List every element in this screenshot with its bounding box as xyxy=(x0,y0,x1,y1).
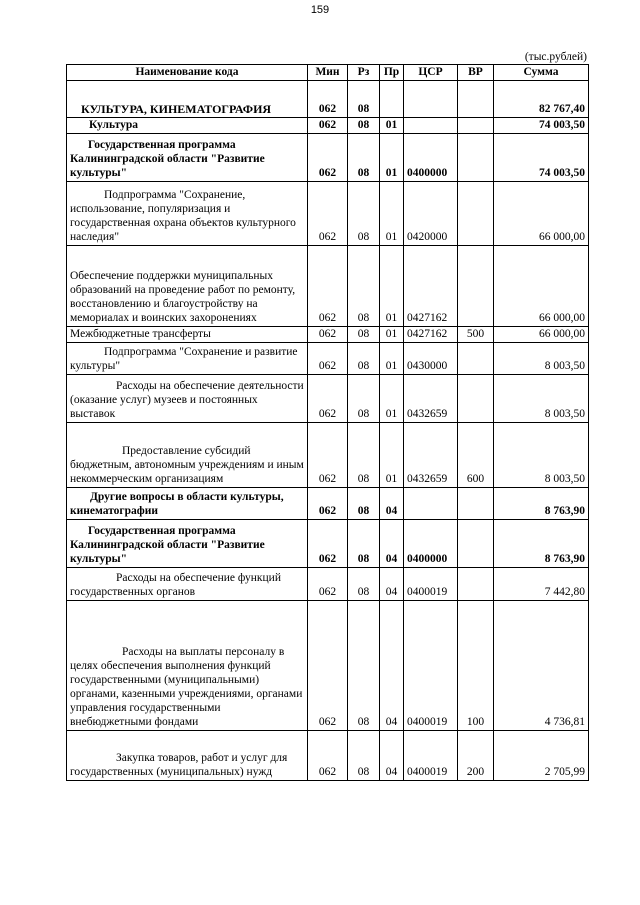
row-name: Государственная программа Калининградской области "Развитие культуры" xyxy=(67,134,308,182)
row-csr: 0400019 xyxy=(404,601,458,731)
row-rz: 08 xyxy=(348,343,380,375)
row-vr xyxy=(458,81,494,118)
table-row xyxy=(67,568,589,601)
row-sum: 66 000,00 xyxy=(494,246,589,327)
row-rz: 08 xyxy=(348,601,380,731)
row-min: 062 xyxy=(308,343,348,375)
table-row xyxy=(67,488,589,520)
row-name: Государственная программа Калининградской области "Развитие культуры" xyxy=(67,520,308,568)
row-name: КУЛЬТУРА, КИНЕМАТОГРАФИЯ xyxy=(67,81,308,118)
row-csr xyxy=(404,81,458,118)
header-vr: ВР xyxy=(458,65,494,81)
row-name: Обеспечение поддержки муниципальных образований на проведение работ по ремонту, восстановлению и благоустройству на мемориалах и воинских захоронениях xyxy=(67,246,308,327)
row-name: Подпрограмма "Сохранение, использование, популяризация и государственная охрана объектов культурного наследия" xyxy=(67,182,308,246)
row-sum: 8 003,50 xyxy=(494,423,589,488)
row-rz: 08 xyxy=(348,134,380,182)
row-rz: 08 xyxy=(348,568,380,601)
row-min: 062 xyxy=(308,246,348,327)
table-row xyxy=(67,375,589,423)
row-min: 062 xyxy=(308,568,348,601)
row-name: Закупка товаров, работ и услуг для государственных (муниципальных) нужд xyxy=(67,731,308,781)
row-vr xyxy=(458,118,494,134)
row-rz: 08 xyxy=(348,423,380,488)
row-sum: 8 763,90 xyxy=(494,488,589,520)
row-sum: 74 003,50 xyxy=(494,134,589,182)
row-pr: 01 xyxy=(380,182,404,246)
row-sum: 4 736,81 xyxy=(494,601,589,731)
row-pr: 04 xyxy=(380,601,404,731)
row-vr xyxy=(458,134,494,182)
table-row xyxy=(67,81,589,118)
table-header-row xyxy=(67,65,589,81)
row-csr: 0420000 xyxy=(404,182,458,246)
row-pr: 01 xyxy=(380,375,404,423)
units-label: (тыс.рублей) xyxy=(524,51,587,63)
row-vr xyxy=(458,246,494,327)
row-sum: 7 442,80 xyxy=(494,568,589,601)
header-min: Мин xyxy=(308,65,348,81)
row-csr xyxy=(404,118,458,134)
row-min: 062 xyxy=(308,134,348,182)
row-pr: 01 xyxy=(380,327,404,343)
row-name: Расходы на обеспечение функций государственных органов xyxy=(67,568,308,601)
row-rz: 08 xyxy=(348,182,380,246)
row-name: Подпрограмма "Сохранение и развитие культуры" xyxy=(67,343,308,375)
row-rz: 08 xyxy=(348,375,380,423)
row-min: 062 xyxy=(308,731,348,781)
row-sum: 2 705,99 xyxy=(494,731,589,781)
row-name: Расходы на обеспечение деятельности (оказание услуг) музеев и постоянных выставок xyxy=(67,375,308,423)
row-min: 062 xyxy=(308,118,348,134)
row-vr xyxy=(458,375,494,423)
row-sum: 66 000,00 xyxy=(494,182,589,246)
page-number: 159 xyxy=(310,4,330,16)
table-row xyxy=(67,601,589,731)
table-row xyxy=(67,134,589,182)
row-name: Расходы на выплаты персоналу в целях обеспечения выполнения функций государственными (муниципальными) органами, казенными учреждениями, органами управления государственными внебюджетными фондами xyxy=(67,601,308,731)
header-sum: Сумма xyxy=(494,65,589,81)
row-name: Другие вопросы в области культуры, кинематографии xyxy=(67,488,308,520)
row-csr: 0427162 xyxy=(404,327,458,343)
row-pr: 01 xyxy=(380,118,404,134)
row-min: 062 xyxy=(308,601,348,731)
row-pr: 04 xyxy=(380,520,404,568)
table-row xyxy=(67,731,589,781)
row-rz: 08 xyxy=(348,327,380,343)
row-min: 062 xyxy=(308,81,348,118)
row-rz: 08 xyxy=(348,520,380,568)
row-pr: 01 xyxy=(380,343,404,375)
row-rz: 08 xyxy=(348,731,380,781)
row-vr xyxy=(458,568,494,601)
row-pr: 04 xyxy=(380,488,404,520)
row-sum: 74 003,50 xyxy=(494,118,589,134)
row-csr: 0400000 xyxy=(404,520,458,568)
row-min: 062 xyxy=(308,520,348,568)
row-csr: 0400000 xyxy=(404,134,458,182)
row-min: 062 xyxy=(308,182,348,246)
row-vr: 100 xyxy=(458,601,494,731)
row-min: 062 xyxy=(308,327,348,343)
row-vr: 600 xyxy=(458,423,494,488)
row-name: Межбюджетные трансферты xyxy=(67,327,308,343)
row-pr: 01 xyxy=(380,246,404,327)
row-sum: 8 003,50 xyxy=(494,343,589,375)
row-vr xyxy=(458,343,494,375)
table-row xyxy=(67,343,589,375)
row-min: 062 xyxy=(308,423,348,488)
row-vr xyxy=(458,520,494,568)
table-row xyxy=(67,118,589,134)
row-csr: 0400019 xyxy=(404,568,458,601)
table-row xyxy=(67,520,589,568)
row-pr: 01 xyxy=(380,423,404,488)
header-rz: Рз xyxy=(348,65,380,81)
row-csr: 0432659 xyxy=(404,375,458,423)
row-sum: 66 000,00 xyxy=(494,327,589,343)
row-vr: 500 xyxy=(458,327,494,343)
row-csr: 0430000 xyxy=(404,343,458,375)
budget-table xyxy=(66,64,589,781)
row-vr: 200 xyxy=(458,731,494,781)
row-csr: 0400019 xyxy=(404,731,458,781)
table-row xyxy=(67,423,589,488)
table-row xyxy=(67,327,589,343)
row-rz: 08 xyxy=(348,246,380,327)
row-vr xyxy=(458,488,494,520)
header-csr: ЦСР xyxy=(404,65,458,81)
row-name: Предоставление субсидий бюджетным, автономным учреждениям и иным некоммерческим организациям xyxy=(67,423,308,488)
row-sum: 8 003,50 xyxy=(494,375,589,423)
row-csr: 0432659 xyxy=(404,423,458,488)
row-csr xyxy=(404,488,458,520)
row-name: Культура xyxy=(67,118,308,134)
row-pr: 01 xyxy=(380,134,404,182)
row-rz: 08 xyxy=(348,81,380,118)
row-rz: 08 xyxy=(348,488,380,520)
row-min: 062 xyxy=(308,375,348,423)
row-csr: 0427162 xyxy=(404,246,458,327)
row-pr: 04 xyxy=(380,731,404,781)
row-vr xyxy=(458,182,494,246)
row-rz: 08 xyxy=(348,118,380,134)
row-min: 062 xyxy=(308,488,348,520)
header-name: Наименование кода xyxy=(67,65,308,81)
row-pr: 04 xyxy=(380,568,404,601)
row-pr xyxy=(380,81,404,118)
row-sum: 8 763,90 xyxy=(494,520,589,568)
header-pr: Пр xyxy=(380,65,404,81)
row-sum: 82 767,40 xyxy=(494,81,589,118)
table-row xyxy=(67,182,589,246)
table-row xyxy=(67,246,589,327)
